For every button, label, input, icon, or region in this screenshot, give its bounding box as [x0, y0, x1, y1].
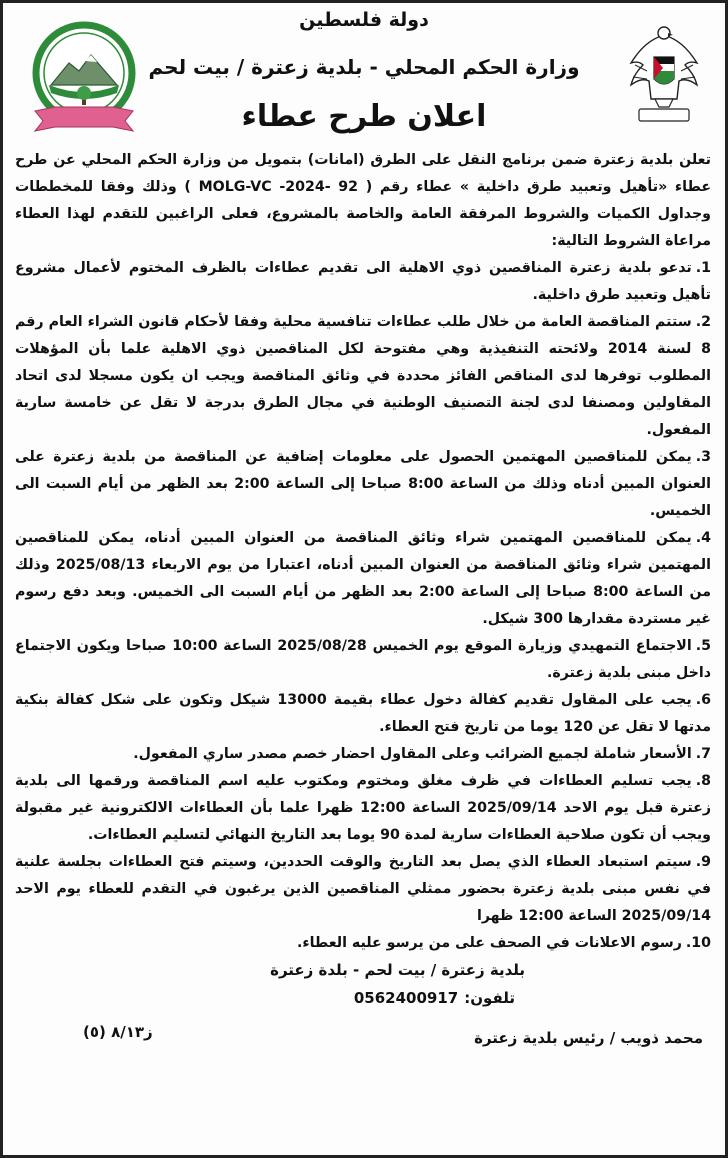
- condition-number: 8.: [695, 773, 711, 789]
- condition-text: يجب تسليم العطاءات في ظرف مغلق ومختوم ومكتوب عليه اسم المناقصة ورقمها الى بلدية زعترة قبل يوم الاحد 2025/09/14 الساعة 12:00 ظهرا علما بأن العطاءات الالكترونية غير مقبولة ويجب أن تكون صلاحية العطاءات سارية لمدة 90 يوما بعد التاريخ النهائي لتسليم العطاءات.: [15, 773, 711, 843]
- condition-number: 6.: [695, 692, 711, 708]
- header: [3, 3, 725, 143]
- condition-item: [15, 930, 711, 957]
- intro-paragraph: تعلن بلدية زعترة ضمن برنامج النقل على الطرق (امانات) بتمويل من وزارة الحكم المحلي عن طرح عطاء «تأهيل وتعبيد طرق داخلية » عطاء رقم ( MOLG-VC -2024- 92 ) وذلك وفقا للمخططات وجداول الكميات والشروط المرفقة العامة والخاصة بالمشروع، فعلى الراغبين للتقدم لهذا العطاء مراعاة الشروط التالية:: [15, 152, 712, 249]
- condition-item: [15, 768, 711, 849]
- condition-text: تدعو بلدية زعترة المناقصين ذوي الاهلية الى تقديم عطاءات بالظرف المختوم لأعمال مشروع تأهيل وتعبيد طرق داخلية.: [15, 260, 711, 303]
- reference-number: ز٨/١٣ (٥): [83, 1023, 153, 1041]
- condition-item: [15, 633, 711, 687]
- address: بلدية زعترة / بيت لحم - بلدة زعترة: [270, 961, 525, 979]
- condition-item: [15, 255, 711, 309]
- condition-item: [15, 525, 711, 633]
- condition-item: [15, 309, 711, 444]
- condition-item: [15, 741, 711, 768]
- condition-item: [15, 444, 711, 525]
- phone-label: تلفون:: [464, 989, 515, 1007]
- condition-item: [15, 849, 711, 930]
- condition-number: 2.: [695, 314, 711, 330]
- condition-number: 9.: [695, 854, 711, 870]
- announcement-body: [3, 143, 725, 957]
- page-title: اعلان طرح عطاء: [241, 99, 487, 134]
- footer: [3, 957, 725, 1087]
- condition-number: 10.: [685, 935, 711, 951]
- condition-text: سيتم استبعاد العطاء الذي يصل بعد التاريخ والوقت الحددين، وسيتم فتح العطاءات بجلسة علنية في نفس مبنى بلدية زعترة بحضور ممثلي المناقصين الذين يرغبون في التقدم للعطاء يوم الاحد 2025/09/14 الساعة 12:00 ظهرا: [15, 854, 711, 924]
- phone-line: [348, 989, 515, 1007]
- condition-text: يمكن للمناقصين المهتمين الحصول على معلومات إضافية عن المناقصة من بلدية زعترة على العنوان المبين أدناه وذلك من الساعة 8:00 صباحا إلى الساعة 2:00 بعد الظهر من أيام السبت الى الخميس.: [15, 449, 711, 519]
- condition-number: 7.: [695, 746, 711, 762]
- condition-number: 5.: [695, 638, 711, 654]
- state-name: دولة فلسطين: [299, 9, 429, 31]
- condition-number: 1.: [695, 260, 711, 276]
- condition-text: ستتم المناقصة العامة من خلال طلب عطاءات تنافسية محلية وفقا لأحكام قانون الشراء العام رقم 8 لسنة 2014 ولائحته التنفيذية وهي مفتوحة لكل المناقصين ذوي الاهلية علما بأن المؤهلات المطلوب توفرها لدى المناقص الفائز محددة في وثائق المناقصة ويجب ان يكون مسجلا لدى اتحاد المقاولين ومصنفا لدى لجنة التصنيف الوطنية في مجال الطرق بدرجة لا تقل عن خامسة سارية المفعول.: [15, 314, 711, 438]
- condition-number: 4.: [695, 530, 711, 546]
- condition-text: رسوم الاعلانات في الصحف على من يرسو عليه العطاء.: [296, 935, 682, 951]
- condition-text: الأسعار شاملة لجميع الضرائب وعلى المقاول احضار خصم مصدر ساري المفعول.: [133, 746, 692, 762]
- condition-number: 3.: [695, 449, 711, 465]
- condition-text: الاجتماع التمهيدي وزيارة الموقع يوم الخميس 2025/08/28 الساعة 10:00 صباحا ويكون الاجتماع داخل مبنى بلدية زعترة.: [15, 638, 711, 681]
- ministry-line: وزارة الحكم المحلي - بلدية زعترة / بيت لحم: [148, 55, 580, 79]
- phone-number: 0562400917: [353, 989, 459, 1007]
- condition-item: [15, 687, 711, 741]
- condition-text: يمكن للمناقصين المهتمين شراء وثائق المناقصة من العنوان المبين أدناه، يمكن للمناقصين المهتمين شراء وثائق المناقصة من العنوان المبين أدناه، اعتبارا من يوم الاربعاء 2025/08/13 وذلك من الساعة 8:00 صباحا إلى الساعة 2:00 بعد الظهر من أيام السبت الى الخميس. وبعد دفع رسوم غير مستردة مقدارها 300 شيكل.: [15, 530, 711, 627]
- signer: محمد ذويب / رئيس بلدية زعترة: [474, 1029, 703, 1047]
- condition-text: يجب على المقاول تقديم كفالة دخول عطاء بقيمة 13000 شيكل وتكون على شكل كفالة بنكية مدتها لا تقل عن 120 يوما من تاريخ فتح العطاء.: [15, 692, 711, 735]
